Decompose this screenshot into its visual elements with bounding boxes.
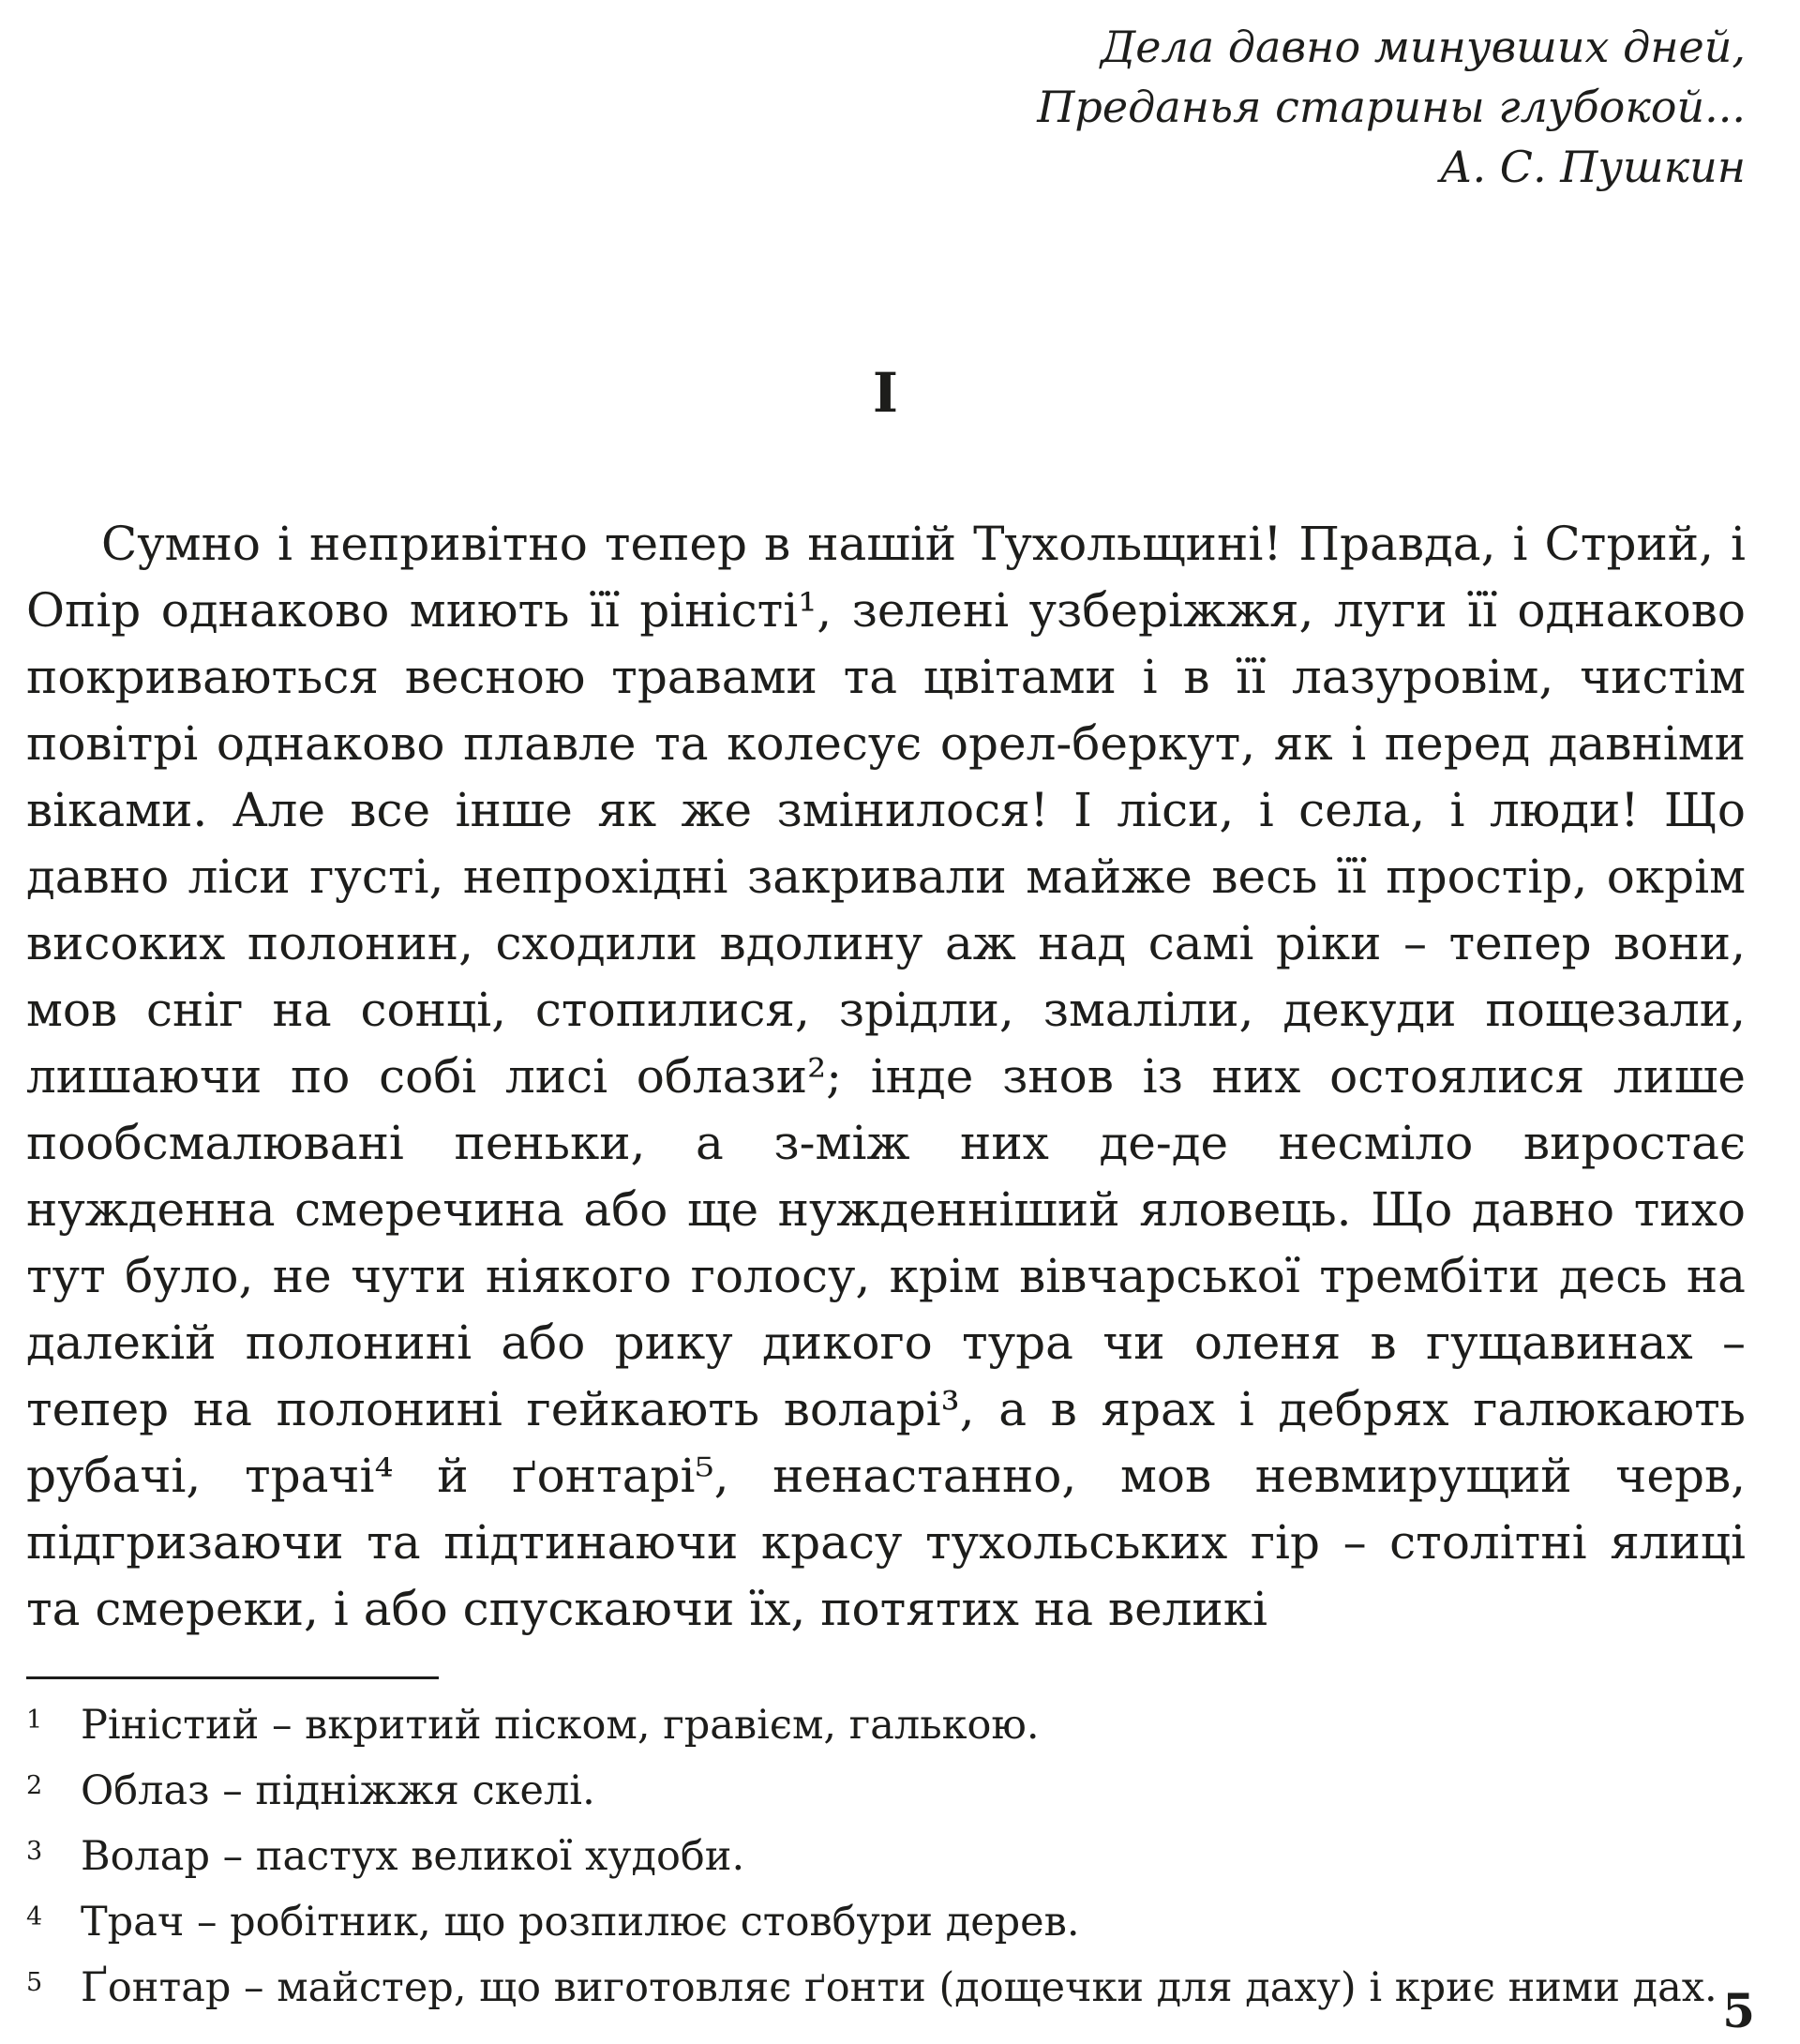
footnote-text: Волар – пастух великої худоби.	[81, 1833, 745, 1880]
footnote-item	[26, 1955, 1746, 2021]
page-number: 5	[1722, 1983, 1755, 2038]
footnote-item	[26, 1889, 1746, 1955]
footnotes-section	[26, 1676, 1746, 2021]
footnote-text: Ріністий – вкритий піском, гравієм, галькою.	[81, 1702, 1040, 1749]
epigraph-line-1: Дела давно минувших дней,	[1100, 22, 1746, 72]
footnote-divider	[26, 1676, 439, 1679]
footnote-item	[26, 1758, 1746, 1824]
footnote-text: Ґонтар – майстер, що виготовляє ґонти (дощечки для даху) і криє ними дах.	[81, 1964, 1718, 2011]
epigraph-line-2: Преданья старины глубокой...	[1037, 82, 1746, 132]
chapter-heading: I	[872, 361, 900, 425]
epigraph	[1037, 17, 1746, 197]
body-paragraph: Сумно і непривітно тепер в нашій Тухольщині! Правда, і Стрий, і Опір однаково миють її ріністі¹, зелені узберіжжя, луги її однаково покриваються весною травами та цвітами і в її лазуровім, чистім повітрі однаково плавле та колесує орел-беркут, як і перед давніми віками. Але все інше як же змінилося! І ліси, і села, і люди! Що давно ліси густі, непрохідні закривали майже весь її простір, окрім високих полонин, сходили вдолину аж над самі ріки – тепер вони, мов сніг на сонці, стопилися, зрідли, змаліли, декуди пощезали, лишаючи по собі лисі облази²; інде знов із них остоялися лише пообсмалювані пеньки, а з-між них де-де несміло виростає нужденна смеречина або ще нужденніший яловець. Що давно тихо тут було, не чути ніякого голосу, крім вівчарської трембіти десь на далекій полонині або рику дикого тура чи оленя в гущавинах – тепер на полонині гейкають воларі³, а в ярах і дебрях галюкають рубачі, трачі⁴ й ґонтарі⁵, ненастанно, мов невмирущий черв, підгризаючи та підтинаючи красу тухольських гір – столітні ялиці та смереки, і або спускаючи їх, потятих на великі	[26, 517, 1746, 1636]
footnote-marker: 3	[26, 1837, 43, 1866]
footnote-text: Трач – робітник, що розпилює стовбури дерев.	[81, 1899, 1080, 1946]
footnote-marker: 5	[26, 1968, 43, 1997]
footnote-marker: 4	[26, 1902, 43, 1931]
footnote-item	[26, 1692, 1746, 1758]
footnote-item	[26, 1824, 1746, 1889]
footnote-marker: 2	[26, 1771, 43, 1800]
footnote-marker: 1	[26, 1706, 43, 1735]
epigraph-attribution: А. С. Пушкин	[1439, 142, 1746, 192]
footnote-text: Облаз – підніжжя скелі.	[81, 1767, 595, 1814]
